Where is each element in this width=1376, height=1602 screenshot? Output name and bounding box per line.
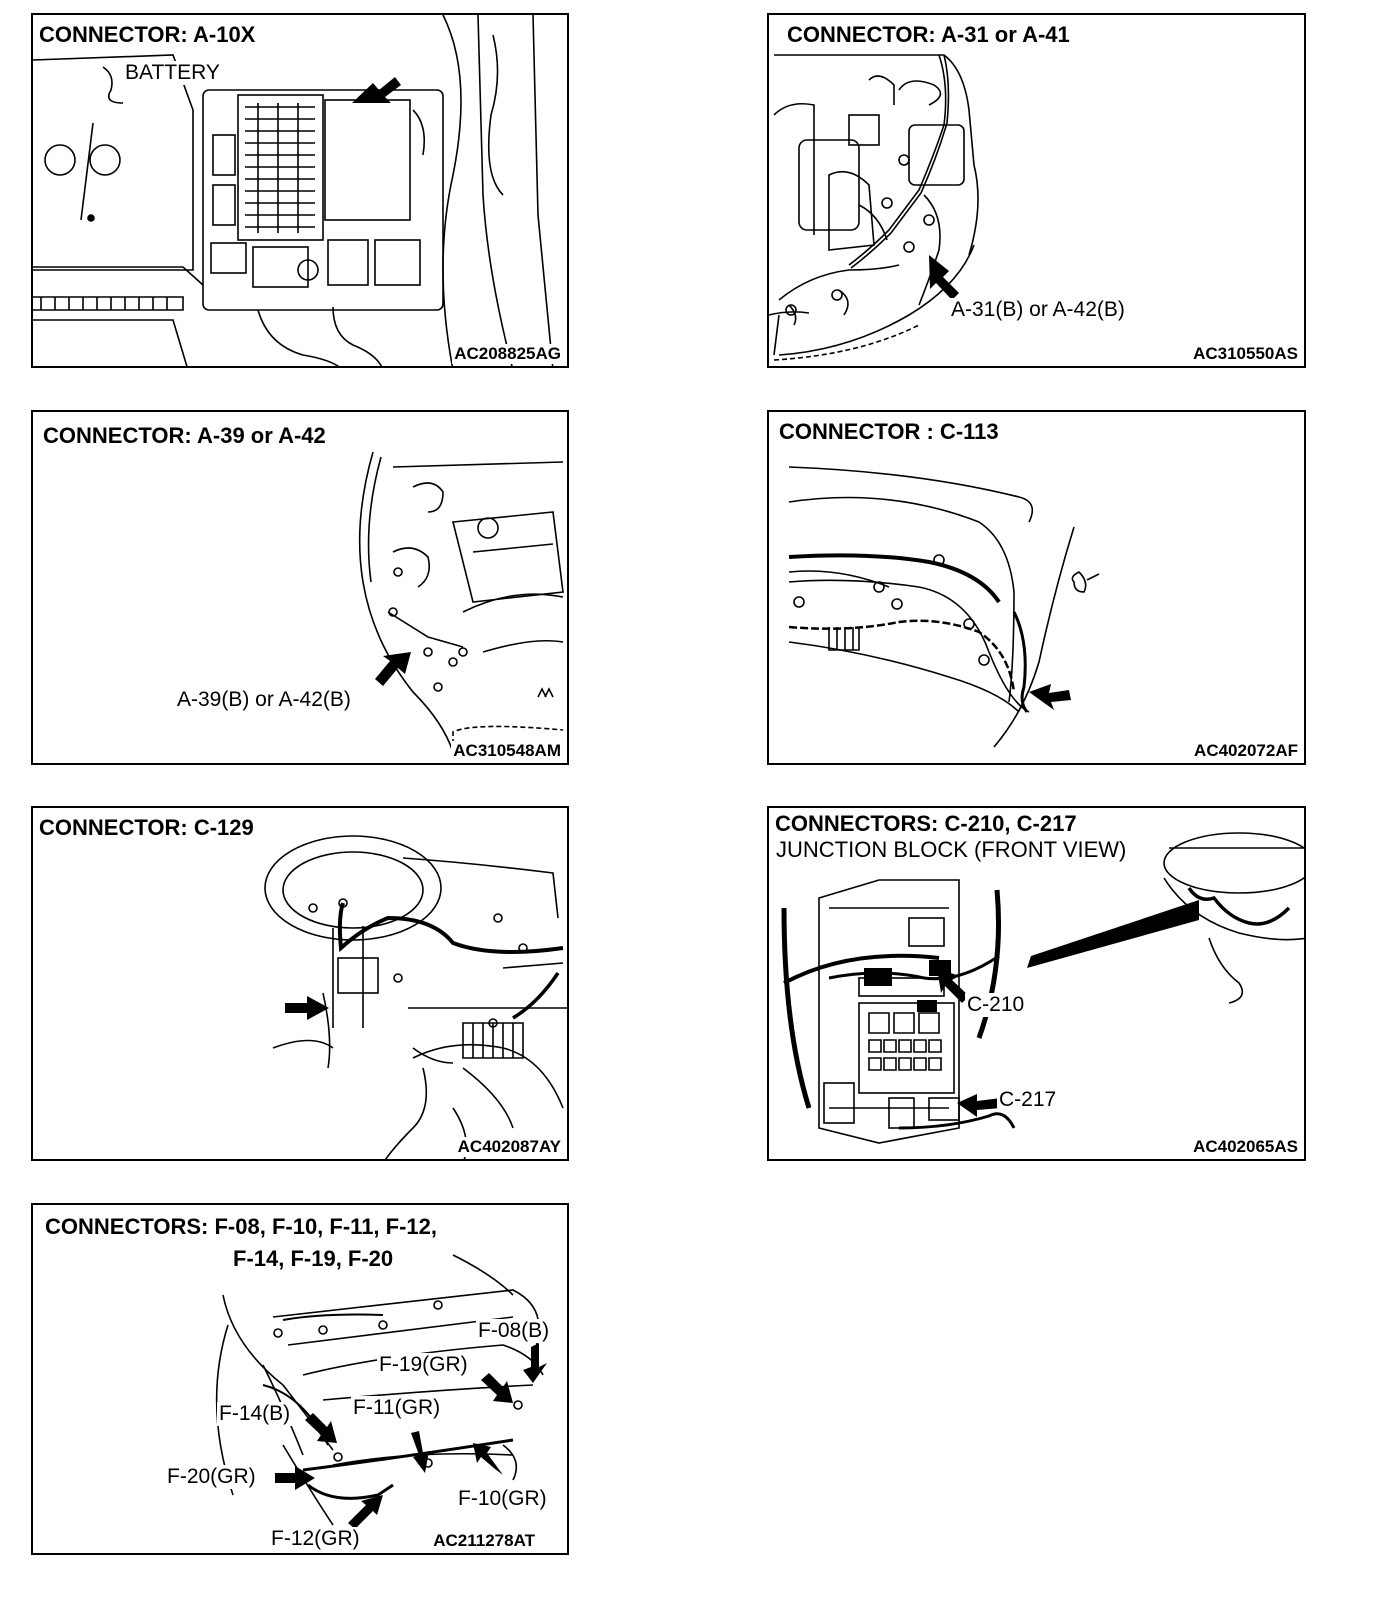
indicator-arrow: [375, 652, 411, 686]
battery-label: BATTERY: [125, 61, 220, 84]
connector-label-c217: C-217: [999, 1088, 1057, 1111]
indicator-arrow-f12: [348, 1495, 383, 1529]
panel-title-line2: F-14, F-19, F-20: [231, 1247, 397, 1271]
figure-code: AC402065AS: [1193, 1137, 1298, 1156]
indicator-arrow-f08: [523, 1343, 547, 1383]
indicator-arrow: [1029, 684, 1071, 710]
engine-bay-illustration: [33, 412, 569, 765]
diagram-panel-f-connectors: [31, 1203, 569, 1555]
indicator-arrow-f14: [305, 1413, 337, 1443]
diagram-panel-c129: [31, 806, 569, 1161]
connector-label-f08: F-08(B): [478, 1319, 550, 1342]
diagram-panel-c113: [767, 410, 1306, 765]
panel-title: CONNECTOR: A-39 or A-42: [41, 424, 330, 448]
figure-code: AC402072AF: [1194, 741, 1298, 760]
connector-label-f10: F-10(GR): [458, 1487, 547, 1510]
panel-title: CONNECTOR: C-129: [37, 816, 258, 840]
figure-code: AC310548AM: [453, 741, 561, 760]
panel-title: CONNECTOR : C-113: [777, 420, 1003, 444]
connector-label-f20: F-20(GR): [167, 1465, 256, 1488]
connector-label-c210: C-210: [967, 993, 1025, 1016]
connector-label-f12: F-12(GR): [271, 1527, 360, 1550]
panel-title: CONNECTOR: A-10X: [37, 23, 259, 47]
engine-bay-illustration: [33, 15, 569, 368]
figure-code: AC402087AY: [457, 1137, 561, 1156]
indicator-arrow: [285, 996, 329, 1020]
connector-label-f11: F-11(GR): [353, 1396, 441, 1419]
connector-label-f14: F-14(B): [219, 1402, 291, 1425]
panel-title: CONNECTORS: C-210, C-217: [773, 812, 1081, 836]
dashboard-illustration: [769, 412, 1306, 765]
figure-code: AC310550AS: [1193, 344, 1298, 363]
figure-code: AC208825AG: [454, 344, 561, 363]
diagram-panel-c210-c217: [767, 806, 1306, 1161]
connector-label: A-31(B) or A-42(B): [951, 298, 1125, 321]
panel-title: CONNECTORS: F-08, F-10, F-11, F-12,: [43, 1215, 441, 1239]
diagram-panel-a39-a42: [31, 410, 569, 765]
panel-title: CONNECTOR: A-31 or A-41: [785, 23, 1074, 47]
diagram-panel-a31-a41: [767, 13, 1306, 368]
figure-code: AC211278AT: [433, 1531, 535, 1550]
panel-subtitle: JUNCTION BLOCK (FRONT VIEW): [773, 838, 1129, 862]
steering-column-illustration: [33, 808, 569, 1161]
connector-label: A-39(B) or A-42(B): [177, 688, 351, 711]
diagram-panel-a10x: [31, 13, 569, 368]
connector-label-f19: F-19(GR): [379, 1353, 468, 1376]
indicator-arrow-f10: [473, 1443, 503, 1475]
